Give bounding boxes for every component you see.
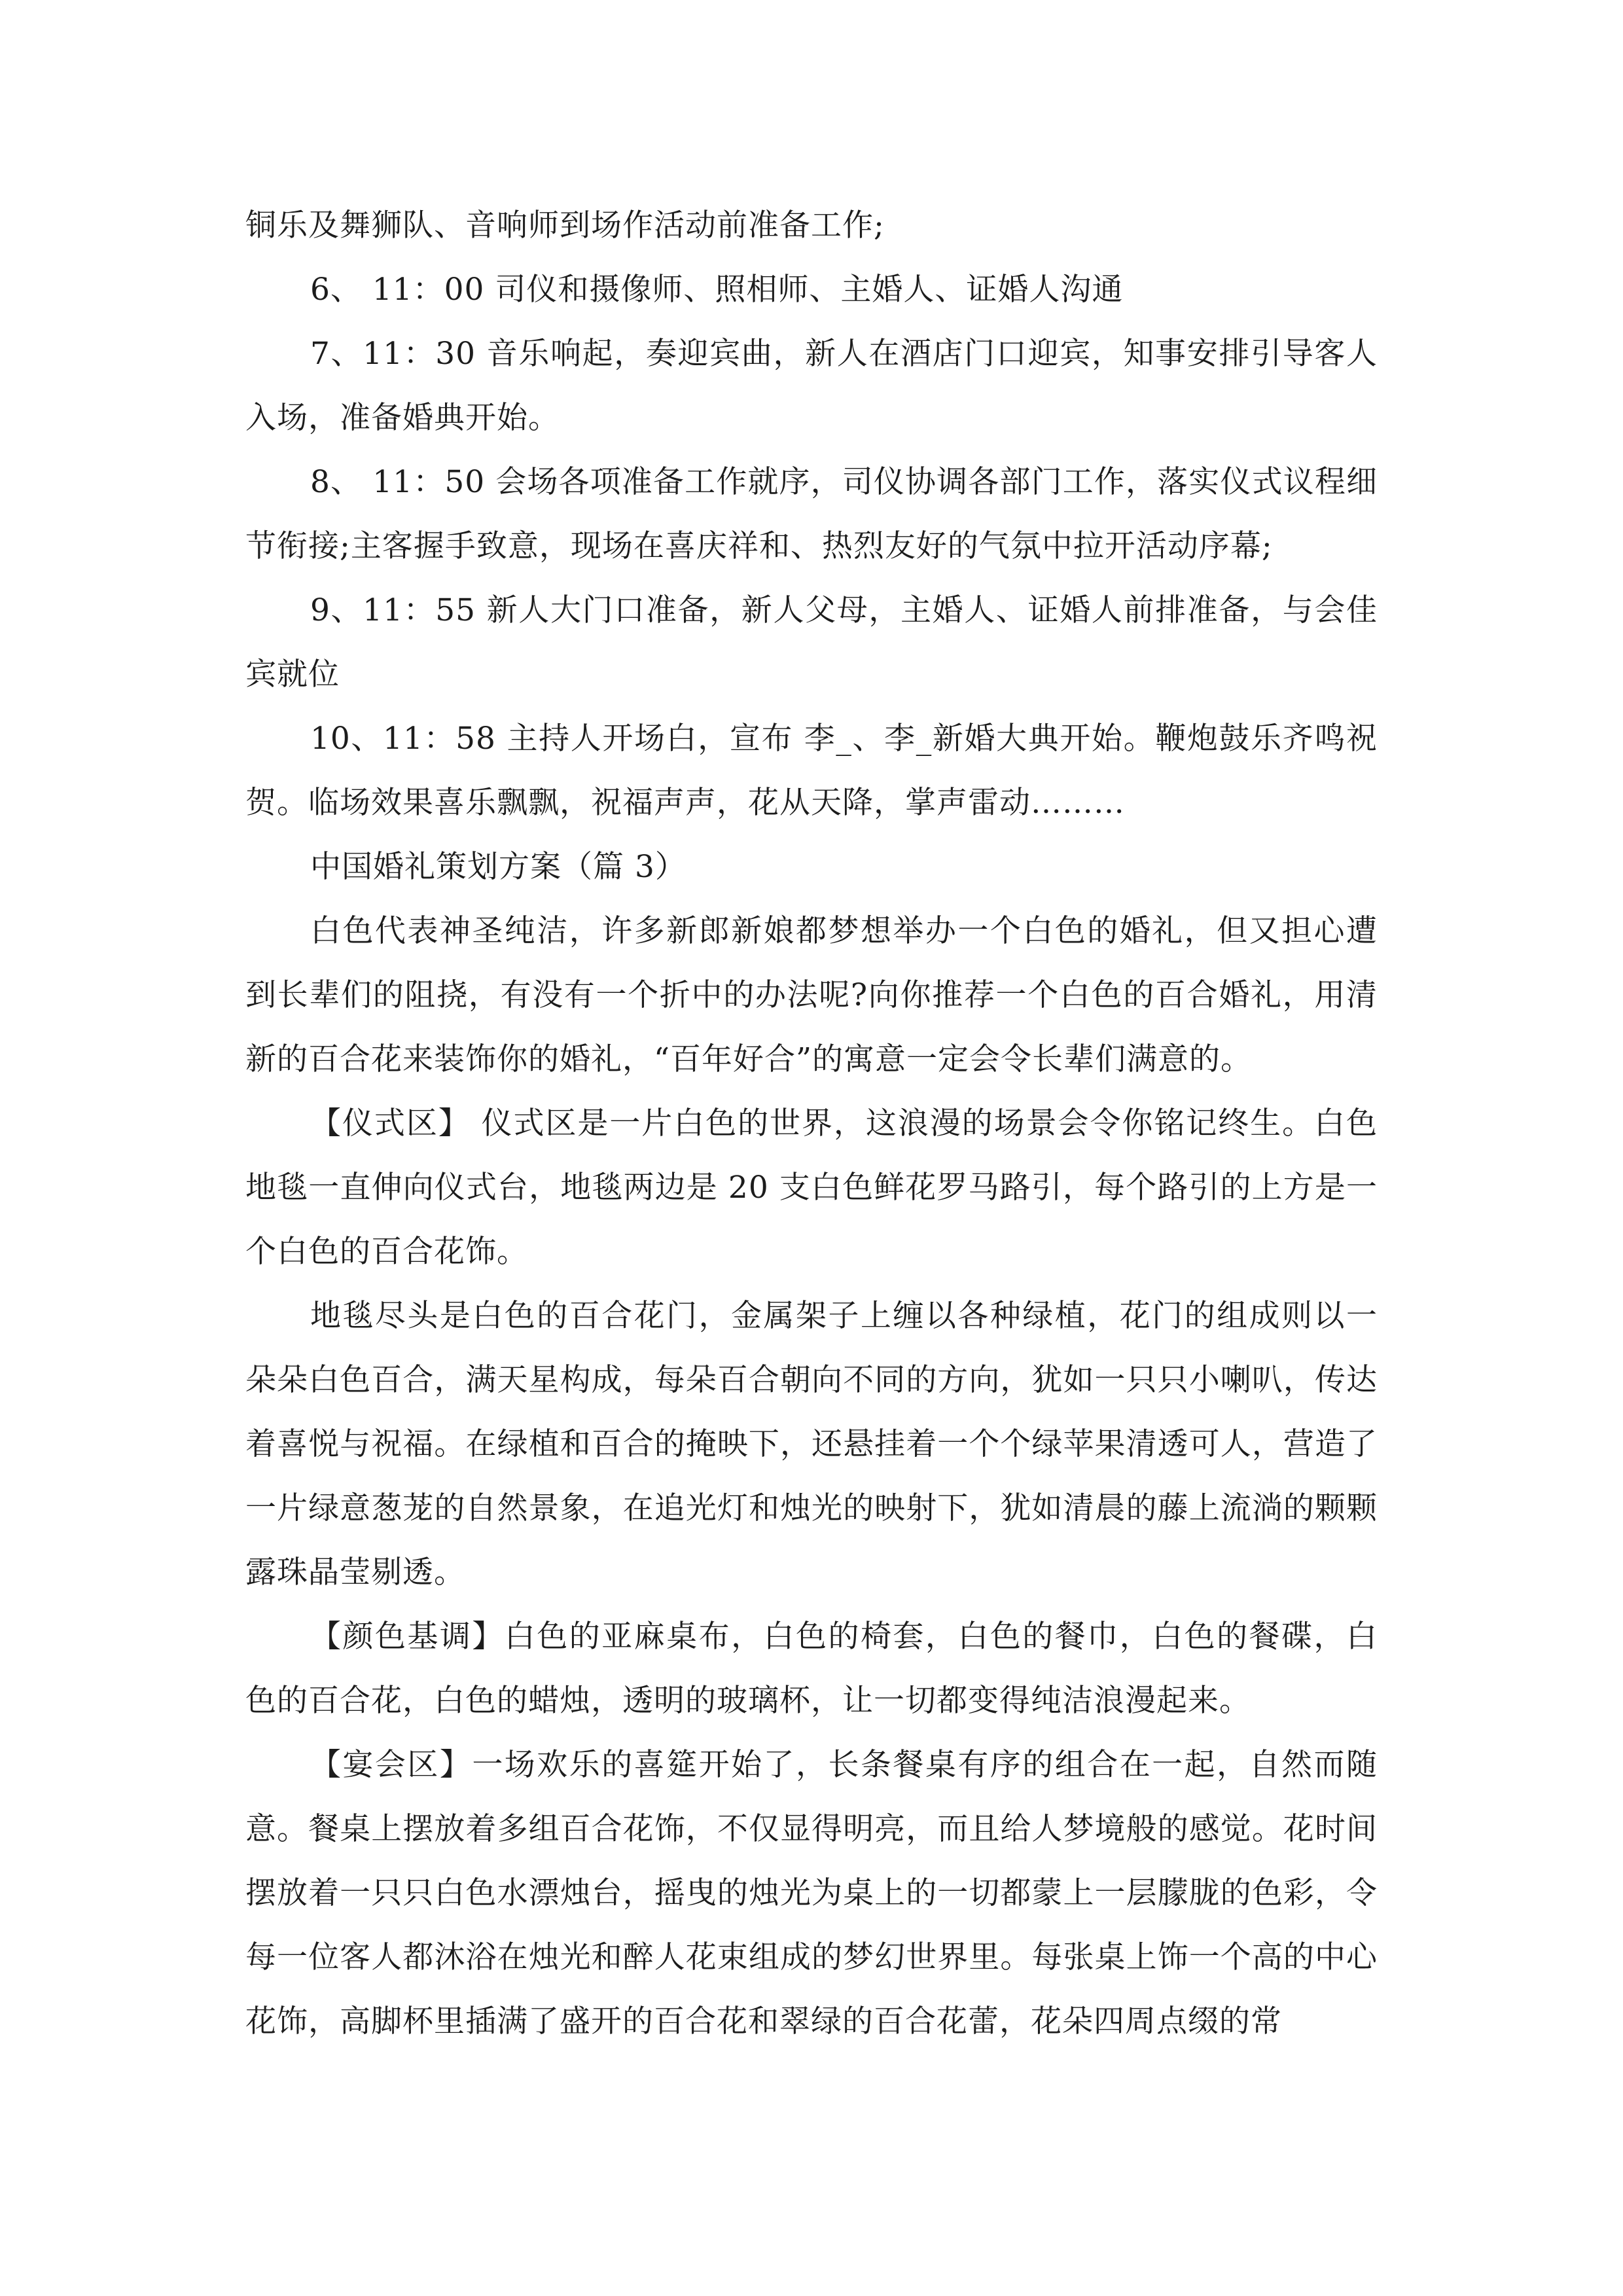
intro-paragraph: 白色代表神圣纯洁，许多新郎新娘都梦想举办一个白色的婚礼，但又担心遭到长辈们的阻挠，有没有一个折中的办法呢?向你推荐一个白色的百合婚礼，用清新的百合花来装饰你的婚礼，“百年好合”的寓意一定会令长辈们满意的。 bbox=[245, 913, 1378, 1077]
schedule-item-10: 10、11：58 主持人开场白，宣布 李_、李_新婚大典开始。鞭炮鼓乐齐鸣祝贺。临场效果喜乐飘飘，祝福声声，花从天降，掌声雷动……… bbox=[245, 721, 1378, 821]
flower-gate-paragraph: 地毯尽头是白色的百合花门，金属架子上缠以各种绿植，花门的组成则以一朵朵白色百合，满天星构成，每朵百合朝向不同的方向，犹如一只只小喇叭，传达着喜悦与祝福。在绿植和百合的掩映下，还悬挂着一个个绿苹果清透可人，营造了一片绿意葱茏的自然景象，在追光灯和烛光的映射下，犹如清晨的藤上流淌的颗颗露珠晶莹剔透。 bbox=[245, 1298, 1378, 1590]
section-title: 中国婚礼策划方案（篇 3） bbox=[310, 849, 687, 885]
schedule-item-8: 8、 11：50 会场各项准备工作就序，司仪协调各部门工作，落实仪式议程细节衔接;主客握手致意，现场在喜庆祥和、热烈友好的气氛中拉开活动序幕; bbox=[245, 464, 1378, 564]
schedule-item-9: 9、11：55 新人大门口准备，新人父母，主婚人、证婚人前排准备，与会佳宾就位 bbox=[245, 592, 1378, 692]
schedule-item-7: 7、11：30 音乐响起，奏迎宾曲，新人在酒店门口迎宾，知事安排引导客人入场，准备婚典开始。 bbox=[245, 336, 1378, 436]
ceremony-area-paragraph: 【仪式区】 仪式区是一片白色的世界，这浪漫的场景会令你铭记终生。白色地毯一直伸向仪式台，地毯两边是 20 支白色鲜花罗马路引，每个路引的上方是一个白色的百合花饰。 bbox=[245, 1105, 1378, 1270]
color-tone-paragraph: 【颜色基调】白色的亚麻桌布，白色的椅套，白色的餐巾，白色的餐碟，白色的百合花，白色的蜡烛，透明的玻璃杯，让一切都变得纯洁浪漫起来。 bbox=[245, 1619, 1378, 1719]
banquet-area-paragraph: 【宴会区】一场欢乐的喜筵开始了，长条餐桌有序的组合在一起，自然而随意。餐桌上摆放着多组百合花饰，不仅显得明亮，而且给人梦境般的感觉。花时间摆放着一只只白色水漂烛台，摇曳的烛光为桌上的一切都蒙上一层朦胧的色彩，令每一位客人都沐浴在烛光和醉人花束组成的梦幻世界里。每张桌上饰一个高的中心花饰，高脚杯里插满了盛开的百合花和翠绿的百合花蕾，花朵四周点缀的常 bbox=[245, 1747, 1378, 2039]
paragraph-continuation: 铜乐及舞狮队、音响师到场作活动前准备工作; bbox=[245, 207, 885, 243]
schedule-item-6: 6、 11：00 司仪和摄像师、照相师、主婚人、证婚人沟通 bbox=[310, 272, 1124, 308]
document-body bbox=[245, 194, 1378, 2054]
